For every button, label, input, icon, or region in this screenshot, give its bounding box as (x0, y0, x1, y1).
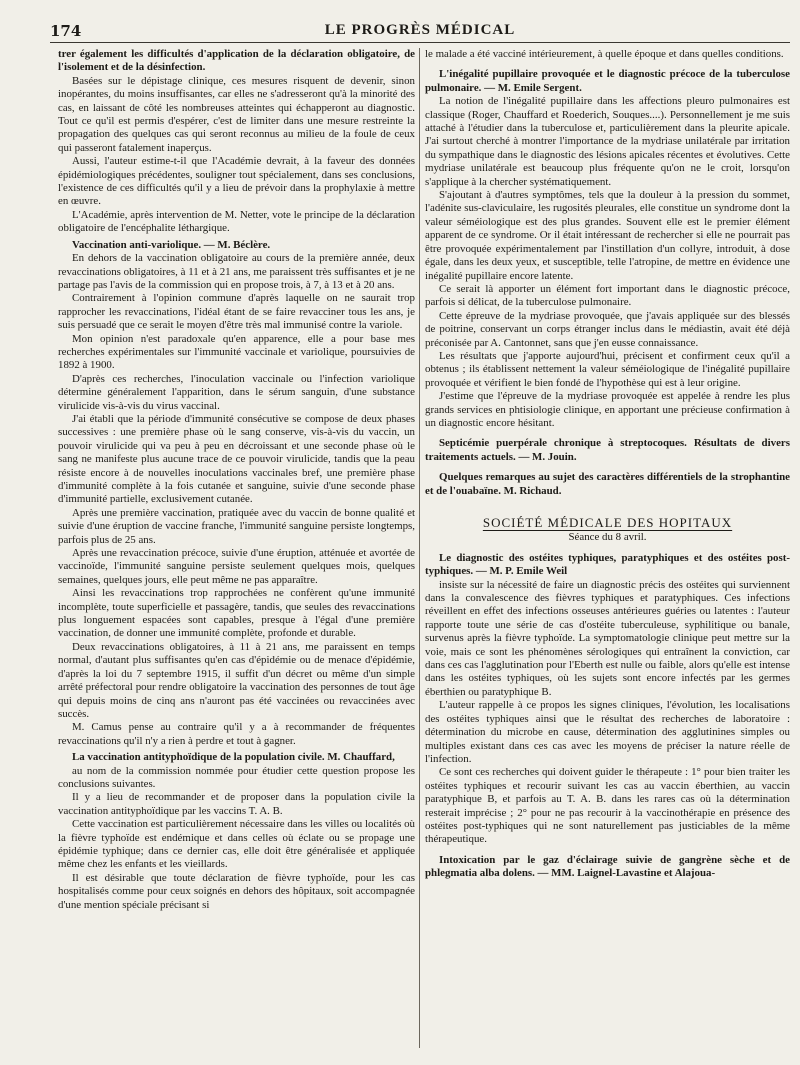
paragraph: Les résultats que j'apporte aujourd'hui, précisent et confirment ceux qu'il a obtenus ; ils établissent nettement la valeur séméiologique de l'inégalité pupillaire provoquée et vérifient le bien fondé de l'hypothèse qui est à leur origine. (425, 349, 790, 389)
paragraph: Cette épreuve de la mydriase provoquée, que j'avais appliquée sur des blessés de poitrine, conservant un corps étranger inclus dans le médiastin, avait été déjà préconisée par A. Cantonnet, sans que j'en eusse connaissance. (425, 309, 790, 349)
paragraph: Basées sur le dépistage clinique, ces mesures risquent de devenir, sinon inopérantes, du moins insuffisantes, car elles ne s'adresseront qu'à la minorité des cas, en laissant de côté les nombreuses atteintes qui échapperont au diagnostic. Tout ce qu'il est permis d'espérer, c'est de limiter dans une mesure restreinte la propagation des quelques cas qui seront reconnus au milieu de la foule de ceux qui passeront fatalement inaperçus. (58, 74, 415, 154)
paragraph: J'ai établi que la période d'immunité consécutive se compose de deux phases successives : une première phase où le sang conserve, vis-à-vis du vaccin, un pouvoir virulicide qui va peu à peu en décroissant et une seconde phase où le sang ne manifeste plus aucune trace de ce pouvoir virulicide, tandis que la peau résiste encore à de nouvelles inoculations vaccinales bref, une première phase d'immunité complète à la fois cutanée et sanguine, suivie d'une seconde phase d'immunité partielle, exclusivement cutanée. (58, 412, 415, 506)
item-heading-vaccination-antivariolique: Vaccination anti-variolique. — M. Béclère. (72, 238, 271, 251)
paragraph: au nom de la commission nommée pour étudier cette question propose les conclusions suivantes. (58, 764, 415, 790)
paragraph: Aussi, l'auteur estime-t-il que l'Académie devrait, à la faveur des données épidémiologiques précédentes, souligner tout spécialement, dans ses conclusions, l'existence de ces difficultés qu'il y a lieu de prévoir dans la prophylaxie à mettre en œuvre. (58, 155, 415, 208)
running-title: LE PROGRÈS MÉDICAL (324, 22, 516, 38)
paragraph: Deux revaccinations obligatoires, à 11 à 21 ans, me paraissent en temps normal, d'autant plus suffisantes qu'en cas d'épidémie ou de menace d'épidémie, d'après la loi du 7 septembre 1915, il suffit d'un décret ou même d'un simple arrêté préfectoral pour rendre obligatoire la vaccination des personnes de tout âge qui depuis moins de cinq ans n'auront pas été vaccinées ou revaccinées avec succès. (58, 640, 415, 720)
paragraph: le malade a été vacciné intérieurement, à quelle époque et dans quelles conditions. (425, 48, 784, 60)
paragraph: Cette vaccination est particulièrement nécessaire dans les villes ou localités où la fièvre typhoïde est endémique et dans celles où éclate ou se propage une épidémie typhique; dans ce dernier cas, elle doit être généralisée et appliquée même chez les enfants et les vieillards. (58, 818, 415, 871)
spacer (425, 61, 790, 65)
paragraph: insiste sur la nécessité de faire un diagnostic précis des ostéites qui surviennent dans la convalescence des fièvres typhiques et paratyphiques. Ces infections réveillent en effet des infections osseuses antérieures guéries ou latentes : l'auteur rapporte toute une série de cas d'ostéite tuberculeuse, syphilitique ou banale, survenus après la fièvre typhoïde. La symptomatologie clinique peut mettre sur la voie, mais ce sont les phénomènes sérologiques qui entraînent la conviction, car dans ces cas l'agglutination pour l'Eberth est nulle ou faible, alors qu'elle est intense dans les ostéites typhiques, où les sujets sont encore infectés par les germes éberthien ou paratyphique B. (425, 578, 790, 698)
item-heading-inegalite-pupillaire: L'inégalité pupillaire provoquée et le diagnostic précoce de la tuberculose pulmonaire. — M. Emile Sergent. (425, 68, 790, 94)
column-divider (419, 48, 420, 1048)
paragraph: Ainsi les revaccinations trop rapprochées ne confèrent qu'une immunité incomplète, toute superficielle et passagère, tandis, que seules des revaccinations plus longuement espacées sont capables, presque à l'égal d'une première vaccination, de donner une immunité complète, profonde et durable. (58, 587, 415, 640)
paragraph: L'auteur rappelle à ce propos les signes cliniques, l'évolution, les localisations des ostéites typhiques ainsi que le résultat des recherches de laboratoire : détermination du microbe en cause, détermination des agglutinines simples ou multiples existant dans ces cas avec les moyens de préciser la nature réelle de l'infection. (425, 699, 790, 765)
paragraph: La notion de l'inégalité pupillaire dans les affections pleuro pulmonaires est classique (Roger, Chauffard et Roederich, Souques....). Personnellement je me suis attaché à l'étudier dans la tuberculose et, particulièrement dans la pleurite apicale. J'ai surtout cherché à montrer l'importance de la mydriase unilatérale par irritation du sympathique dans le diagnostic des lésions apicales récentes et évolutives. Cette mydriase unilatérale est beaucoup plus fréquente qu'on ne le croit, lorsqu'on s'applique à la chercher systématiquement. (425, 95, 790, 188)
paragraph: Après une première vaccination, pratiquée avec du vaccin de bonne qualité et suivie d'une éruption de vaccine franche, l'immunité sanguine persiste longtemps, parfois plus de 25 ans. (58, 506, 415, 546)
paragraph: M. Camus pense au contraire qu'il y a à recommander de fréquentes revaccinations qu'il n'y a rien à perdre et tout à gagner. (58, 721, 415, 747)
page-number: 174 (50, 22, 82, 40)
item-heading-intoxication: Intoxication par le gaz d'éclairage suivie de gangrène sèche et de phlegmatia alba dolens. — MM. Laignel-Lavastine et Alajoua- (425, 853, 790, 880)
paragraph: Il est désirable que toute déclaration de fièvre typhoïde, pour les cas hospitalisés comme pour ceux soignés en dehors des hôpitaux, soit accompagnée d'une mention spéciale précisant si (58, 871, 415, 911)
item-heading-strophantine: Quelques remarques au sujet des caractères différentiels de la strophantine et de l'ouabaïne. M. Richaud. (425, 471, 790, 497)
paragraph: L'Académie, après intervention de M. Netter, vote le principe de la déclaration obligatoire de l'encéphalite léthargique. (58, 208, 415, 235)
paragraph: S'ajoutant à d'autres symptômes, tels que la douleur à la pression du sommet, l'adénite sus-claviculaire, les rugosités pleurales, elle constitue un syndrome dont la valeur séméiologique est des plus grandes. Souvent elle est le premier élément apparent de ce syndrome. Or il était intéressant de rechercher si elle ne pourrait pas être provoquée expérimentalement par l'instillation d'un collyre, introduit, à dose égale, dans les deux yeux, et susceptible, telle l'atropine, de mettre en évidence une inégalité pupillaire encore latente. (425, 189, 790, 282)
spacer (425, 464, 790, 468)
paragraph: Il y a lieu de recommander et de proposer dans la population civile la vaccination antityphoïdique par les vaccins T. A. B. (58, 791, 415, 817)
section-date: Séance du 8 avril. (568, 531, 647, 544)
paragraph: En dehors de la vaccination obligatoire au cours de la première année, deux revaccinations obligatoires, à 11 et à 21 ans, me paraissent très suffisantes et je ne partage pas l'avis de la commission qui en propose trois, à 7, à 13 et à 20 ans. (58, 252, 415, 291)
item-heading-osteites: Le diagnostic des ostéites typhiques, paratyphiques et des ostéites post-typhiques. — M. P. Emile Weil (425, 551, 790, 578)
spacer (425, 430, 790, 434)
paragraph: Ce serait là apporter un élément fort important dans le diagnostic précoce, parfois si délicat, de la tuberculose pulmonaire. (425, 282, 790, 309)
item-heading-septicemie: Septicémie puerpérale chronique à streptocoques. Résultats de divers traitements actuels. — M. Jouin. (425, 437, 790, 463)
paragraph: Après une revaccination précoce, suivie d'une éruption, atténuée et avortée de vaccinoïde, l'immunité sanguine persiste seulement quelques mois, quelques semaines, quelques jours, elle peut même ne pas apparaître. (58, 547, 415, 586)
paragraph: Ce sont ces recherches qui doivent guider le thérapeute : 1° pour bien traiter les ostéites typhiques et recourir suivant les cas au vaccin éberthien, au vaccin paratyphique B, et parfois au T. A. B. dans les rares cas où la détermination resterait imprécise ; 2° pour ne pas recourir à la vaccinothérapie en présence des ostéites post-typhiques qui ne sont naturellement pas justiciables de la même thérapeutique. (425, 766, 790, 846)
section-title: SOCIÉTÉ MÉDICALE DES HOPITAUX (482, 515, 733, 530)
paragraph: Contrairement à l'opinion commune d'après laquelle on ne saurait trop rapprocher les revaccinations, l'idéal étant de se faire revacciner tous les ans, je suis persuadé que ce serait le moyen d'être très mal immunisé contre la variole. (58, 292, 415, 332)
page-header (50, 20, 790, 43)
paragraph: J'estime que l'épreuve de la mydriase provoquée est appelée à rendre les plus grands services en phtisiologie clinique, en apportant une précieuse confirmation à un diagnostic encore hésitant. (425, 390, 790, 429)
paragraph: trer également les difficultés d'application de la déclaration obligatoire, de l'isolement et de la désinfection. (58, 48, 415, 74)
spacer (425, 847, 790, 851)
right-column (425, 48, 790, 1058)
paragraph: D'après ces recherches, l'inoculation vaccinale ou l'infection variolique détermine généralement l'apparition, dans le sérum sanguin, d'une substance virulicide vis-à-vis du virus vaccinal. (58, 372, 415, 412)
left-column (58, 48, 415, 1058)
paragraph: Mon opinion n'est paradoxale qu'en apparence, elle a pour base mes recherches expérimentales sur l'immunité vaccinale et variolique, poursuivies de 1892 à 1900. (58, 332, 415, 372)
item-heading-vaccination-antityphoidique: La vaccination antityphoïdique de la population civile. M. Chauffard, (72, 751, 395, 764)
